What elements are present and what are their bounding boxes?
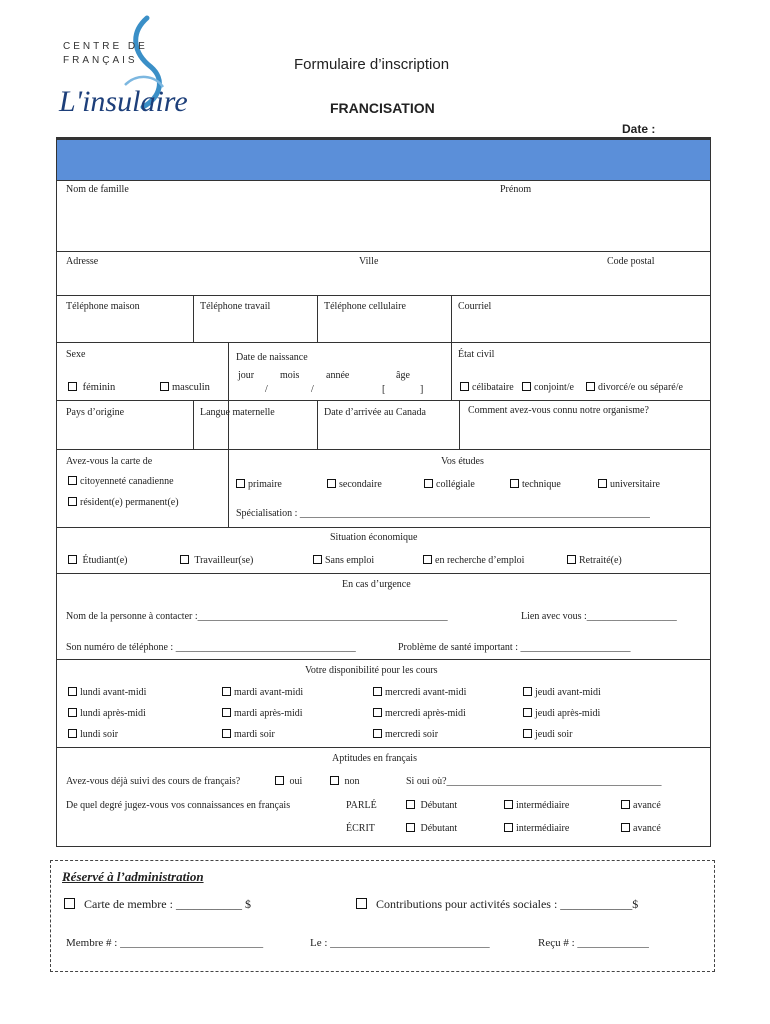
option-label: Carte de membre : ___________ $ (84, 897, 251, 911)
admin-social-option[interactable] (356, 897, 638, 912)
admin-title: Réservé à l’administration (62, 869, 204, 884)
checkbox-icon (598, 479, 607, 488)
option-label: conjoint/e (534, 382, 574, 393)
economic-student-option[interactable] (68, 555, 127, 566)
studies-secondary-option[interactable] (327, 479, 382, 490)
phone-cell-label: Téléphone cellulaire (324, 301, 406, 312)
economic-title: Situation économique (330, 532, 418, 543)
avail-mon-ev[interactable] (68, 729, 118, 740)
divider (56, 295, 711, 296)
admin-receipt-field[interactable]: Reçu # : _____________ (538, 937, 649, 949)
form-subtitle: FRANCISATION (330, 100, 435, 116)
studies-title: Vos études (441, 456, 484, 467)
arrival-label: Date d’arrivée au Canada (324, 407, 426, 418)
admin-member-no-field[interactable]: Membre # : __________________________ (66, 937, 264, 949)
age-bracket-open: [ (382, 384, 386, 395)
emergency-relation-field[interactable]: Lien avec vous :__________________ (521, 611, 677, 622)
divider (56, 251, 711, 252)
option-label: technique (522, 479, 561, 490)
checkbox-icon (236, 479, 245, 488)
checkbox-icon (180, 555, 189, 564)
checkbox-icon (160, 382, 169, 391)
aptitudes-where-field[interactable]: Si oui où?___________________________________________ (406, 776, 662, 787)
spoken-beginner-option[interactable] (406, 800, 457, 811)
checkbox-icon (275, 776, 284, 785)
divider (193, 400, 194, 449)
checkbox-icon (313, 555, 322, 564)
logo-line1: CENTRE DE (63, 41, 148, 52)
avail-thu-am[interactable] (523, 687, 601, 698)
option-label: Débutant (420, 823, 458, 834)
postal-code-label: Code postal (607, 256, 655, 267)
spoken-intermediate-option[interactable] (504, 800, 569, 811)
divider (56, 747, 711, 748)
checkbox-icon (406, 823, 415, 832)
checkbox-icon (586, 382, 595, 391)
divider (56, 527, 711, 528)
avail-wed-pm[interactable] (373, 708, 466, 719)
checkbox-icon (64, 898, 75, 909)
option-label: avancé (633, 800, 661, 811)
checkbox-icon (373, 708, 382, 717)
option-label: intermédiaire (516, 823, 570, 834)
checkbox-icon (567, 555, 576, 564)
divider (56, 400, 711, 401)
checkbox-icon (423, 555, 432, 564)
divider (56, 659, 711, 660)
option-label: avancé (633, 823, 661, 834)
aptitudes-title: Aptitudes en français (332, 753, 417, 764)
avail-tue-ev[interactable] (222, 729, 275, 740)
avail-tue-pm[interactable] (222, 708, 303, 719)
card-question: Avez-vous la carte de (66, 456, 153, 467)
option-label: jeudi avant-midi (535, 687, 601, 698)
spoken-label: PARLÉ (346, 800, 377, 811)
avail-thu-pm[interactable] (523, 708, 600, 719)
avail-wed-am[interactable] (373, 687, 466, 698)
checkbox-icon (523, 729, 532, 738)
option-label: intermédiaire (516, 800, 570, 811)
checkbox-icon (522, 382, 531, 391)
avail-tue-am[interactable] (222, 687, 303, 698)
option-label: lundi avant-midi (80, 687, 147, 698)
specialization-field[interactable]: Spécialisation : ______________________________________________________________________ (236, 508, 650, 519)
option-label: citoyenneté canadienne (80, 476, 174, 487)
mother-tongue-label: Langue maternelle (200, 407, 275, 418)
option-label: non (344, 776, 360, 787)
checkbox-icon (523, 708, 532, 717)
avail-mon-pm[interactable] (68, 708, 146, 719)
studies-primary-option[interactable] (236, 479, 282, 490)
divider (459, 400, 460, 449)
divider (228, 342, 229, 449)
birthdate-label: Date de naissance (236, 352, 308, 363)
option-label: célibataire (472, 382, 514, 393)
checkbox-icon (373, 687, 382, 696)
first-name-label: Prénom (500, 184, 532, 195)
checkbox-icon (523, 687, 532, 696)
logo-script: L'insulaire (59, 85, 188, 118)
divider (451, 295, 452, 400)
checkbox-icon (621, 800, 630, 809)
city-label: Ville (359, 256, 379, 267)
logo-line2: FRANÇAIS (63, 55, 138, 66)
aptitudes-no-option[interactable] (330, 776, 360, 787)
divider (228, 449, 229, 527)
written-beginner-option[interactable] (406, 823, 457, 834)
marital-spouse-option[interactable] (522, 382, 574, 393)
spoken-advanced-option[interactable] (621, 800, 661, 811)
divider (317, 295, 318, 342)
divider (56, 449, 711, 450)
divider (317, 400, 318, 449)
form-title: Formulaire d’inscription (294, 56, 450, 73)
logo (55, 15, 195, 125)
aptitudes-question1: Avez-vous déjà suivi des cours de français? (66, 776, 241, 787)
economic-worker-option[interactable] (180, 555, 253, 566)
divider (193, 295, 194, 342)
avail-thu-ev[interactable] (523, 729, 573, 740)
date-separator: / (311, 384, 314, 395)
sex-label: Sexe (66, 349, 86, 360)
checkbox-icon (68, 555, 77, 564)
checkbox-icon (460, 382, 469, 391)
marital-label: État civil (458, 349, 495, 360)
option-label: mardi avant-midi (234, 687, 304, 698)
checkbox-icon (222, 687, 231, 696)
option-label: mercredi soir (385, 729, 439, 740)
option-label: féminin (82, 382, 116, 393)
date-separator: / (265, 384, 268, 395)
checkbox-icon (504, 823, 513, 832)
phone-home-label: Téléphone maison (66, 301, 140, 312)
checkbox-icon (406, 800, 415, 809)
checkbox-icon (68, 708, 77, 717)
option-label: Sans emploi (325, 555, 375, 566)
card-citizenship-option[interactable] (68, 476, 174, 487)
option-label: Retraité(e) (579, 555, 622, 566)
studies-college-option[interactable] (424, 479, 475, 490)
checkbox-icon (68, 729, 77, 738)
option-label: divorcé/e ou séparé/e (598, 382, 683, 393)
option-label: mercredi après-midi (385, 708, 466, 719)
marital-single-option[interactable] (460, 382, 514, 393)
option-label: secondaire (339, 479, 382, 490)
checkbox-icon (373, 729, 382, 738)
option-label: mardi soir (234, 729, 275, 740)
checkbox-icon (68, 382, 77, 391)
option-label: Débutant (420, 800, 458, 811)
admin-date-field[interactable]: Le : _____________________________ (310, 937, 490, 949)
how-known-label: Comment avez-vous connu notre organisme? (468, 405, 649, 416)
form-frame (56, 137, 711, 847)
aptitudes-question2: De quel degré jugez-vous vos connaissances en français (66, 800, 291, 811)
checkbox-icon (504, 800, 513, 809)
email-label: Courriel (458, 301, 492, 312)
option-label: mercredi avant-midi (385, 687, 467, 698)
option-label: primaire (248, 479, 282, 490)
option-label: oui (289, 776, 303, 787)
year-label: année (326, 370, 350, 381)
card-resident-option[interactable] (68, 497, 179, 508)
month-label: mois (280, 370, 300, 381)
option-label: universitaire (610, 479, 660, 490)
option-label: lundi soir (80, 729, 119, 740)
date-label: Date : (622, 122, 656, 136)
availability-title: Votre disponibilité pour les cours (305, 665, 438, 676)
avail-mon-am[interactable] (68, 687, 146, 698)
option-label: jeudi après-midi (535, 708, 601, 719)
age-label: âge (396, 370, 410, 381)
checkbox-icon (68, 687, 77, 696)
economic-unemployed-option[interactable] (313, 555, 374, 566)
option-label: mardi après-midi (234, 708, 303, 719)
checkbox-icon (356, 898, 367, 909)
checkbox-icon (68, 497, 77, 506)
day-label: jour (238, 370, 255, 381)
written-intermediate-option[interactable] (504, 823, 569, 834)
origin-label: Pays d’origine (66, 407, 125, 418)
phone-work-label: Téléphone travail (200, 301, 271, 312)
marital-divorced-option[interactable] (586, 382, 683, 393)
checkbox-icon (330, 776, 339, 785)
option-label: en recherche d’emploi (435, 555, 525, 566)
emergency-health-field[interactable]: Problème de santé important : ______________________ (398, 642, 631, 653)
divider (56, 180, 711, 181)
option-label: Contributions pour activités sociales : ____________$ (376, 897, 639, 911)
option-label: lundi après-midi (80, 708, 146, 719)
checkbox-icon (621, 823, 630, 832)
option-label: résident(e) permanent(e) (80, 497, 179, 508)
last-name-label: Nom de famille (66, 184, 129, 195)
option-label: masculin (172, 382, 210, 393)
option-label: collégiale (436, 479, 475, 490)
admin-membership-option[interactable] (64, 897, 251, 912)
emergency-title: En cas d’urgence (342, 579, 411, 590)
checkbox-icon (222, 708, 231, 717)
emergency-contact-field[interactable]: Nom de la personne à contacter :__________________________________________________ (66, 611, 448, 622)
divider (56, 342, 711, 343)
option-label: Étudiant(e) (82, 555, 128, 566)
studies-university-option[interactable] (598, 479, 660, 490)
written-label: ÉCRIT (346, 823, 375, 834)
checkbox-icon (424, 479, 433, 488)
written-advanced-option[interactable] (621, 823, 661, 834)
option-label: jeudi soir (535, 729, 573, 740)
divider (56, 573, 711, 574)
aptitudes-yes-option[interactable] (275, 776, 302, 787)
sex-female-option[interactable] (68, 382, 115, 393)
sex-male-option[interactable] (160, 382, 210, 393)
address-label: Adresse (66, 256, 99, 267)
avail-wed-ev[interactable] (373, 729, 438, 740)
checkbox-icon (222, 729, 231, 738)
studies-technical-option[interactable] (510, 479, 561, 490)
emergency-phone-field[interactable]: Son numéro de téléphone : ____________________________________ (66, 642, 356, 653)
checkbox-icon (327, 479, 336, 488)
economic-jobsearch-option[interactable] (423, 555, 524, 566)
header-band (57, 140, 710, 180)
checkbox-icon (68, 476, 77, 485)
checkbox-icon (510, 479, 519, 488)
economic-retired-option[interactable] (567, 555, 622, 566)
age-bracket-close: ] (420, 384, 424, 395)
option-label: Travailleur(se) (194, 555, 254, 566)
